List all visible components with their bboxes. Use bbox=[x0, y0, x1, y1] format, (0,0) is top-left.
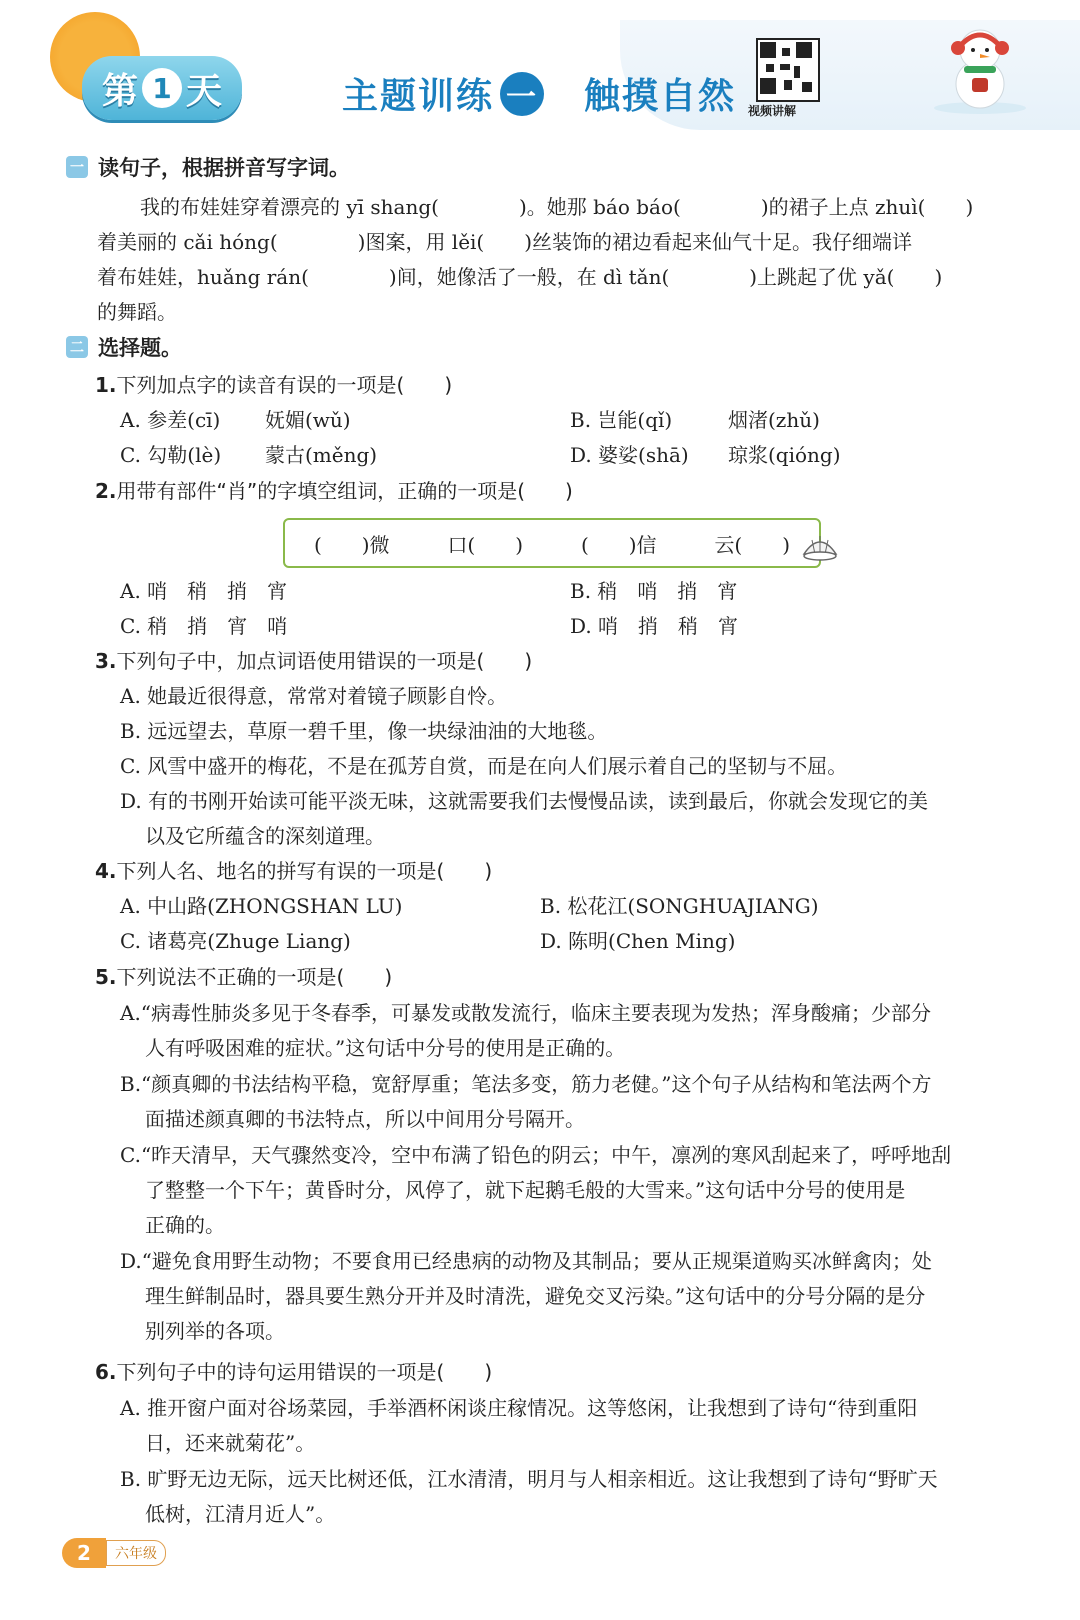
grade-label: 六年级 bbox=[106, 1540, 166, 1566]
page-number: 2 bbox=[62, 1538, 106, 1568]
question-4-number: 4. bbox=[95, 859, 117, 883]
q2-option-b: B. 稍 哨 捎 宵 bbox=[570, 579, 738, 603]
q2-box-item: 云( ) bbox=[714, 532, 791, 557]
q1-option-b1: B. 岂能(qǐ) bbox=[570, 408, 673, 432]
q2-option-a: A. 哨 稍 捎 宵 bbox=[120, 579, 288, 603]
q6-option-a-line-2: 日，还来就菊花”。 bbox=[145, 1431, 316, 1455]
q1-option-d1: D. 婆娑(shā) bbox=[570, 443, 689, 467]
q4-option-a: A. 中山路(ZHONGSHAN LU) bbox=[120, 894, 403, 918]
q6-option-b-line-2: 低树，江清月近人”。 bbox=[145, 1502, 336, 1526]
q4-option-c: C. 诸葛亮(Zhuge Liang) bbox=[120, 929, 351, 953]
day-badge bbox=[82, 56, 242, 120]
section-1-line-3: 着布娃娃，huǎng rán( )间，她像活了一般，在 dì tǎn( )上跳起了优 yǎ( ) bbox=[97, 265, 943, 289]
page-header bbox=[0, 0, 1080, 140]
question-1-stem: 下列加点字的读音有误的一项是( ) bbox=[116, 373, 453, 397]
theme-number: 一 bbox=[500, 72, 544, 116]
q3-option-d-line-1: D. 有的书刚开始读可能平淡无味，这就需要我们去慢慢品读，读到最后，你就会发现它的美 bbox=[120, 789, 929, 813]
question-3-number: 3. bbox=[95, 649, 117, 673]
section-1-line-4: 的舞蹈。 bbox=[97, 300, 177, 324]
day-prefix: 第 bbox=[101, 70, 138, 112]
question-2-stem: 用带有部件“肖”的字填空组词，正确的一项是( ) bbox=[116, 479, 573, 503]
q5-option-b-line-1: B.“颜真卿的书法结构平稳，宽舒厚重；笔法多变，筋力老健。”这个句子从结构和笔法两个方 bbox=[120, 1072, 932, 1096]
q3-option-a: A. 她最近很得意，常常对着镜子顾影自怜。 bbox=[120, 684, 508, 708]
section-2-heading bbox=[66, 332, 182, 362]
q5-option-c-line-2: 了整整一个下午；黄昏时分，风停了，就下起鹅毛般的大雪来。”这句话中分号的使用是 bbox=[145, 1178, 906, 1202]
q1-option-a1: A. 参差(cī) bbox=[120, 408, 221, 432]
section-2-icon: 二 bbox=[66, 336, 88, 358]
q2-word-box bbox=[283, 518, 821, 568]
q4-option-b: B. 松花江(SONGHUAJIANG) bbox=[540, 894, 819, 918]
q5-option-d-line-3: 别列举的各项。 bbox=[145, 1319, 285, 1343]
q1-option-a2: 妩媚(wǔ) bbox=[265, 408, 351, 432]
q5-option-a-line-1: A.“病毒性肺炎多见于冬春季，可暴发或散发流行，临床主要表现为发热；浑身酸痛；少部分 bbox=[120, 1001, 932, 1025]
section-1-icon: 一 bbox=[66, 156, 88, 178]
q5-option-b-line-2: 面描述颜真卿的书法特点，所以中间用分号隔开。 bbox=[145, 1107, 585, 1131]
q6-option-a-line-1: A. 推开窗户面对谷场菜园，手举酒杯闲谈庄稼情况。这等悠闲，让我想到了诗句“待到重阳 bbox=[120, 1396, 918, 1420]
question-2-number: 2. bbox=[95, 479, 117, 503]
section-1-title: 读句子，根据拼音写字词。 bbox=[98, 156, 350, 180]
q4-option-d: D. 陈明(Chen Ming) bbox=[540, 929, 736, 953]
section-1-line-2: 着美丽的 cǎi hóng( )图案，用 lěi( )丝装饰的裙边看起来仙气十足。我仔细端详 bbox=[97, 230, 913, 254]
q5-option-d-line-1: D.“避免食用野生动物；不要食用已经患病的动物及其制品；要从正规渠道购买冰鲜禽肉；处 bbox=[120, 1249, 932, 1273]
q2-option-c: C. 稍 捎 宵 哨 bbox=[120, 614, 288, 638]
section-1-heading bbox=[66, 152, 350, 182]
q2-box-item: ( )信 bbox=[580, 532, 657, 557]
qr-code-icon[interactable] bbox=[756, 38, 820, 102]
shell-icon bbox=[800, 532, 840, 562]
q5-option-c-line-1: C.“昨天清早，天气骤然变冷，空中布满了铅色的阴云；中午，凛冽的寒风刮起来了，呼呼地刮 bbox=[120, 1143, 952, 1167]
q3-option-d-line-2: 以及它所蕴含的深刻道理。 bbox=[145, 824, 385, 848]
theme-name: 触摸自然 bbox=[584, 76, 737, 117]
section-2-title: 选择题。 bbox=[98, 336, 182, 360]
q1-option-d2: 琼浆(qióng) bbox=[728, 443, 841, 467]
question-1 bbox=[95, 368, 452, 403]
qr-label: 视频讲解 bbox=[748, 104, 797, 118]
snowman-icon bbox=[930, 20, 1030, 116]
q5-option-c-line-3: 正确的。 bbox=[145, 1213, 225, 1237]
page-title bbox=[342, 68, 736, 119]
q3-option-b: B. 远远望去，草原一碧千里，像一块绿油油的大地毯。 bbox=[120, 719, 608, 743]
q1-option-c2: 蒙古(měng) bbox=[265, 443, 378, 467]
q2-option-d: D. 哨 捎 稍 宵 bbox=[570, 614, 739, 638]
question-2 bbox=[95, 474, 573, 509]
day-suffix: 天 bbox=[186, 70, 223, 112]
q1-option-b2: 烟渚(zhǔ) bbox=[728, 408, 820, 432]
question-5-stem: 下列说法不正确的一项是( ) bbox=[116, 965, 393, 989]
q5-option-d-line-2: 理生鲜制品时，器具要生熟分开并及时清洗，避免交叉污染。”这句话中的分号分隔的是分 bbox=[145, 1284, 926, 1308]
question-4-stem: 下列人名、地名的拼写有误的一项是( ) bbox=[116, 859, 493, 883]
question-5-number: 5. bbox=[95, 965, 117, 989]
q6-option-b-line-1: B. 旷野无边无际，远天比树还低，江水清清，明月与人相亲相近。这让我想到了诗句“野旷天 bbox=[120, 1467, 938, 1491]
question-6-number: 6. bbox=[95, 1360, 117, 1384]
question-3-stem: 下列句子中，加点词语使用错误的一项是( ) bbox=[116, 649, 533, 673]
question-4 bbox=[95, 854, 492, 889]
question-1-number: 1. bbox=[95, 373, 117, 397]
question-6 bbox=[95, 1355, 492, 1390]
q5-option-a-line-2: 人有呼吸困难的症状。”这句话中分号的使用是正确的。 bbox=[145, 1036, 626, 1060]
theme-label: 主题训练 bbox=[342, 76, 495, 117]
question-3 bbox=[95, 644, 532, 679]
question-6-stem: 下列句子中的诗句运用错误的一项是( ) bbox=[116, 1360, 493, 1384]
q3-option-c: C. 风雪中盛开的梅花，不是在孤芳自赏，而是在向人们展示着自己的坚韧与不屈。 bbox=[120, 754, 848, 778]
q1-option-c1: C. 勾勒(lè) bbox=[120, 443, 222, 467]
q2-box-item: ( )微 bbox=[313, 532, 390, 557]
section-1-line-1: 我的布娃娃穿着漂亮的 yī shang( )。她那 báo báo( )的裙子上点 zhuì( ) bbox=[140, 195, 974, 219]
day-number: 1 bbox=[142, 68, 182, 108]
question-5 bbox=[95, 960, 392, 995]
q2-box-item: 口( ) bbox=[447, 532, 524, 557]
